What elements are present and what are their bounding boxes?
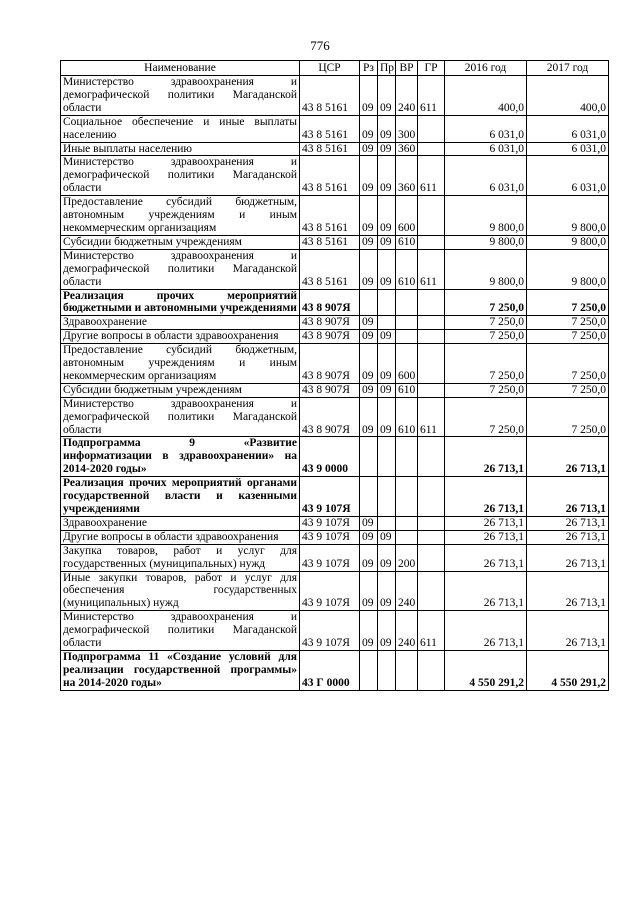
cell-pr bbox=[378, 516, 396, 530]
cell-2016: 4 550 291,2 bbox=[445, 650, 527, 690]
cell-pr bbox=[378, 437, 396, 477]
table-row bbox=[61, 156, 609, 196]
table-row bbox=[61, 397, 609, 437]
cell-2017: 7 250,0 bbox=[527, 289, 609, 316]
cell-name: Другие вопросы в области здравоохранения bbox=[61, 530, 300, 544]
cell-vr bbox=[396, 437, 418, 477]
cell-gr: 611 bbox=[418, 249, 445, 289]
table-row bbox=[61, 115, 609, 142]
cell-csr: 43 Г 0000 bbox=[300, 650, 360, 690]
cell-2016: 7 250,0 bbox=[445, 383, 527, 397]
cell-vr: 240 bbox=[396, 611, 418, 651]
cell-csr: 43 8 907Я bbox=[300, 397, 360, 437]
cell-rz: 09 bbox=[360, 142, 378, 156]
cell-gr bbox=[418, 289, 445, 316]
cell-name: Министерство здравоохранения и демографической политики Магаданской области bbox=[61, 156, 300, 196]
cell-2016: 6 031,0 bbox=[445, 156, 527, 196]
cell-csr: 43 9 107Я bbox=[300, 571, 360, 611]
cell-csr: 43 8 907Я bbox=[300, 316, 360, 330]
cell-vr: 600 bbox=[396, 344, 418, 384]
table-row bbox=[61, 142, 609, 156]
cell-name: Министерство здравоохранения и демографической политики Магаданской области bbox=[61, 611, 300, 651]
cell-rz: 09 bbox=[360, 571, 378, 611]
cell-2016: 7 250,0 bbox=[445, 344, 527, 384]
cell-csr: 43 9 107Я bbox=[300, 530, 360, 544]
cell-name: Иные закупки товаров, работ и услуг для обеспечения государственных (муниципальных) нужд bbox=[61, 571, 300, 611]
cell-vr: 360 bbox=[396, 142, 418, 156]
cell-2016: 26 713,1 bbox=[445, 516, 527, 530]
table-row bbox=[61, 76, 609, 116]
cell-csr: 43 9 107Я bbox=[300, 516, 360, 530]
cell-name: Другие вопросы в области здравоохранения bbox=[61, 330, 300, 344]
cell-rz bbox=[360, 289, 378, 316]
cell-pr: 09 bbox=[378, 156, 396, 196]
cell-2017: 9 800,0 bbox=[527, 249, 609, 289]
cell-2017: 26 713,1 bbox=[527, 544, 609, 571]
cell-2017: 7 250,0 bbox=[527, 330, 609, 344]
cell-csr: 43 8 5161 bbox=[300, 249, 360, 289]
cell-2017: 6 031,0 bbox=[527, 156, 609, 196]
cell-gr bbox=[418, 544, 445, 571]
header-csr: ЦСР bbox=[300, 61, 360, 76]
cell-pr: 09 bbox=[378, 611, 396, 651]
cell-2016: 9 800,0 bbox=[445, 249, 527, 289]
cell-2016: 6 031,0 bbox=[445, 142, 527, 156]
cell-gr bbox=[418, 650, 445, 690]
cell-vr bbox=[396, 330, 418, 344]
cell-2016: 26 713,1 bbox=[445, 530, 527, 544]
cell-gr bbox=[418, 516, 445, 530]
cell-gr bbox=[418, 477, 445, 517]
cell-vr: 360 bbox=[396, 156, 418, 196]
cell-2017: 26 713,1 bbox=[527, 530, 609, 544]
cell-rz: 09 bbox=[360, 330, 378, 344]
cell-vr bbox=[396, 530, 418, 544]
table-row bbox=[61, 235, 609, 249]
cell-2017: 4 550 291,2 bbox=[527, 650, 609, 690]
cell-name: Субсидии бюджетным учреждениям bbox=[61, 235, 300, 249]
cell-rz: 09 bbox=[360, 316, 378, 330]
cell-vr: 610 bbox=[396, 397, 418, 437]
cell-2016: 26 713,1 bbox=[445, 611, 527, 651]
table-row bbox=[61, 611, 609, 651]
cell-gr: 611 bbox=[418, 76, 445, 116]
cell-2016: 7 250,0 bbox=[445, 397, 527, 437]
cell-vr bbox=[396, 477, 418, 517]
table-row bbox=[61, 516, 609, 530]
cell-gr bbox=[418, 142, 445, 156]
cell-2016: 6 031,0 bbox=[445, 115, 527, 142]
cell-csr: 43 8 907Я bbox=[300, 289, 360, 316]
cell-2017: 7 250,0 bbox=[527, 383, 609, 397]
page-number: 776 bbox=[310, 38, 330, 53]
table-row bbox=[61, 383, 609, 397]
cell-2016: 7 250,0 bbox=[445, 316, 527, 330]
header-2016: 2016 год bbox=[445, 61, 527, 76]
table-header-row bbox=[61, 61, 609, 76]
cell-pr: 09 bbox=[378, 397, 396, 437]
cell-2016: 26 713,1 bbox=[445, 571, 527, 611]
cell-name: Подпрограмма 11 «Создание условий для реализации государственной программы» на 2014-2020 годы» bbox=[61, 650, 300, 690]
cell-2017: 6 031,0 bbox=[527, 142, 609, 156]
cell-gr bbox=[418, 235, 445, 249]
cell-2017: 7 250,0 bbox=[527, 316, 609, 330]
cell-name: Реализация прочих мероприятий органами государственной власти и казенными учреждениями bbox=[61, 477, 300, 517]
cell-gr bbox=[418, 344, 445, 384]
cell-rz: 09 bbox=[360, 156, 378, 196]
table-row bbox=[61, 316, 609, 330]
cell-gr bbox=[418, 316, 445, 330]
table-row bbox=[61, 330, 609, 344]
cell-pr bbox=[378, 316, 396, 330]
cell-rz: 09 bbox=[360, 383, 378, 397]
cell-pr bbox=[378, 477, 396, 517]
cell-vr: 200 bbox=[396, 544, 418, 571]
cell-rz bbox=[360, 477, 378, 517]
cell-2016: 26 713,1 bbox=[445, 477, 527, 517]
cell-gr: 611 bbox=[418, 611, 445, 651]
cell-pr bbox=[378, 289, 396, 316]
cell-2017: 26 713,1 bbox=[527, 477, 609, 517]
cell-csr: 43 9 107Я bbox=[300, 611, 360, 651]
cell-name: Предоставление субсидий бюджетным, автономным учреждениям и иным некоммерческим организациям bbox=[61, 344, 300, 384]
cell-2016: 9 800,0 bbox=[445, 196, 527, 236]
cell-name: Министерство здравоохранения и демографической политики Магаданской области bbox=[61, 76, 300, 116]
cell-rz: 09 bbox=[360, 115, 378, 142]
cell-2017: 26 713,1 bbox=[527, 437, 609, 477]
cell-rz: 09 bbox=[360, 611, 378, 651]
cell-pr: 09 bbox=[378, 344, 396, 384]
table-row bbox=[61, 249, 609, 289]
cell-2016: 7 250,0 bbox=[445, 289, 527, 316]
cell-2016: 9 800,0 bbox=[445, 235, 527, 249]
cell-2017: 9 800,0 bbox=[527, 196, 609, 236]
table-row bbox=[61, 437, 609, 477]
table-row bbox=[61, 477, 609, 517]
table-row bbox=[61, 544, 609, 571]
header-vr: ВР bbox=[396, 61, 418, 76]
header-rz: Рз bbox=[360, 61, 378, 76]
header-pr: Пр bbox=[378, 61, 396, 76]
cell-2017: 7 250,0 bbox=[527, 344, 609, 384]
cell-rz: 09 bbox=[360, 344, 378, 384]
cell-pr: 09 bbox=[378, 115, 396, 142]
cell-csr: 43 8 907Я bbox=[300, 344, 360, 384]
header-gr: ГР bbox=[418, 61, 445, 76]
cell-rz bbox=[360, 650, 378, 690]
cell-pr: 09 bbox=[378, 530, 396, 544]
cell-vr bbox=[396, 316, 418, 330]
cell-csr: 43 8 5161 bbox=[300, 115, 360, 142]
cell-pr: 09 bbox=[378, 196, 396, 236]
cell-name: Здравоохранение bbox=[61, 316, 300, 330]
table-row bbox=[61, 196, 609, 236]
cell-pr: 09 bbox=[378, 544, 396, 571]
cell-gr bbox=[418, 571, 445, 611]
cell-pr: 09 bbox=[378, 383, 396, 397]
cell-name: Подпрограмма 9 «Развитие информатизации в здравоохранении» на 2014-2020 годы» bbox=[61, 437, 300, 477]
table-row bbox=[61, 344, 609, 384]
cell-gr bbox=[418, 383, 445, 397]
cell-vr bbox=[396, 516, 418, 530]
cell-rz: 09 bbox=[360, 196, 378, 236]
cell-name: Социальное обеспечение и иные выплаты населению bbox=[61, 115, 300, 142]
cell-pr: 09 bbox=[378, 571, 396, 611]
cell-name: Субсидии бюджетным учреждениям bbox=[61, 383, 300, 397]
table-row bbox=[61, 571, 609, 611]
cell-2017: 6 031,0 bbox=[527, 115, 609, 142]
cell-2017: 26 713,1 bbox=[527, 611, 609, 651]
cell-csr: 43 8 5161 bbox=[300, 235, 360, 249]
cell-2016: 26 713,1 bbox=[445, 437, 527, 477]
cell-vr bbox=[396, 650, 418, 690]
cell-vr: 600 bbox=[396, 196, 418, 236]
cell-pr: 09 bbox=[378, 76, 396, 116]
cell-gr bbox=[418, 437, 445, 477]
cell-rz: 09 bbox=[360, 249, 378, 289]
cell-rz: 09 bbox=[360, 235, 378, 249]
cell-name: Иные выплаты населению bbox=[61, 142, 300, 156]
cell-vr bbox=[396, 289, 418, 316]
cell-vr: 240 bbox=[396, 76, 418, 116]
cell-name: Реализация прочих мероприятий бюджетными и автономными учреждениями bbox=[61, 289, 300, 316]
cell-vr: 610 bbox=[396, 235, 418, 249]
table-row bbox=[61, 289, 609, 316]
cell-name: Министерство здравоохранения и демографической политики Магаданской области bbox=[61, 397, 300, 437]
cell-csr: 43 8 5161 bbox=[300, 142, 360, 156]
cell-rz: 09 bbox=[360, 530, 378, 544]
cell-csr: 43 9 107Я bbox=[300, 544, 360, 571]
table-body bbox=[61, 76, 609, 691]
cell-gr bbox=[418, 196, 445, 236]
cell-rz: 09 bbox=[360, 76, 378, 116]
cell-gr: 611 bbox=[418, 156, 445, 196]
header-name: Наименование bbox=[61, 61, 300, 76]
cell-pr: 09 bbox=[378, 235, 396, 249]
cell-pr: 09 bbox=[378, 142, 396, 156]
cell-name: Закупка товаров, работ и услуг для государственных (муниципальных) нужд bbox=[61, 544, 300, 571]
cell-name: Предоставление субсидий бюджетным, автономным учреждениям и иным некоммерческим организациям bbox=[61, 196, 300, 236]
cell-name: Министерство здравоохранения и демографической политики Магаданской области bbox=[61, 249, 300, 289]
cell-csr: 43 8 5161 bbox=[300, 196, 360, 236]
cell-2017: 400,0 bbox=[527, 76, 609, 116]
budget-table bbox=[60, 60, 609, 691]
cell-rz: 09 bbox=[360, 544, 378, 571]
cell-csr: 43 8 907Я bbox=[300, 330, 360, 344]
cell-csr: 43 8 907Я bbox=[300, 383, 360, 397]
cell-rz bbox=[360, 437, 378, 477]
cell-2016: 26 713,1 bbox=[445, 544, 527, 571]
cell-gr bbox=[418, 330, 445, 344]
cell-rz: 09 bbox=[360, 397, 378, 437]
cell-name: Здравоохранение bbox=[61, 516, 300, 530]
cell-2016: 7 250,0 bbox=[445, 330, 527, 344]
cell-rz: 09 bbox=[360, 516, 378, 530]
cell-vr: 610 bbox=[396, 383, 418, 397]
cell-csr: 43 8 5161 bbox=[300, 156, 360, 196]
cell-2017: 7 250,0 bbox=[527, 397, 609, 437]
cell-2017: 9 800,0 bbox=[527, 235, 609, 249]
cell-csr: 43 9 0000 bbox=[300, 437, 360, 477]
table-row bbox=[61, 650, 609, 690]
cell-gr bbox=[418, 530, 445, 544]
cell-2016: 400,0 bbox=[445, 76, 527, 116]
header-2017: 2017 год bbox=[527, 61, 609, 76]
table-row bbox=[61, 530, 609, 544]
cell-gr: 611 bbox=[418, 397, 445, 437]
cell-pr: 09 bbox=[378, 249, 396, 289]
cell-vr: 300 bbox=[396, 115, 418, 142]
cell-pr: 09 bbox=[378, 330, 396, 344]
cell-vr: 240 bbox=[396, 571, 418, 611]
cell-2017: 26 713,1 bbox=[527, 571, 609, 611]
cell-2017: 26 713,1 bbox=[527, 516, 609, 530]
cell-gr bbox=[418, 115, 445, 142]
cell-csr: 43 8 5161 bbox=[300, 76, 360, 116]
cell-csr: 43 9 107Я bbox=[300, 477, 360, 517]
cell-pr bbox=[378, 650, 396, 690]
cell-vr: 610 bbox=[396, 249, 418, 289]
